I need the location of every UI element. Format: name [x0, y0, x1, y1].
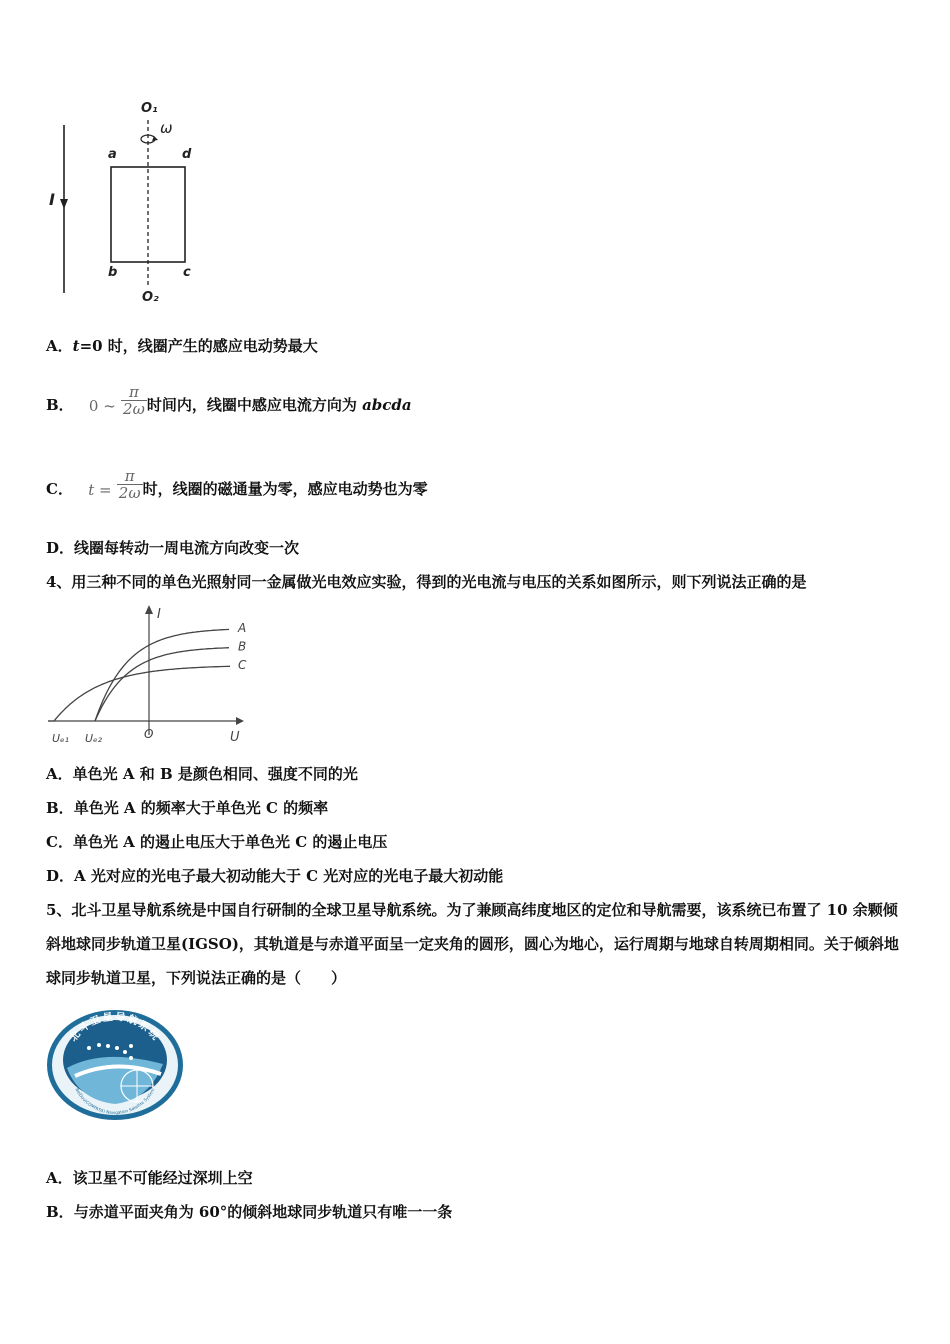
vertex-a-label: a: [108, 147, 117, 162]
q3-option-c: C． t = $\frac{\pi}{2\omega}$ 时，线圈的磁通量为零，感应电动势也为零: [46, 466, 428, 502]
o2-label: O₂: [142, 290, 159, 305]
q5-stem: 5、北斗卫星导航系统是中国自行研制的全球卫星导航系统。为了兼顾高纬度地区的定位和导航需要，该系统已布置了 10 余颗倾斜地球同步轨道卫星(IGSO)，其轨道是与赤道平面呈一定夹角的圆形，圆心为地心，运行周期与地球自转周期相同。关于倾斜地球同步轨道卫星，下列说法正确的是（ ）: [46, 901, 899, 987]
series-label: A: [238, 621, 247, 635]
q3-option-d: D．线圈每转动一周电流方向改变一次: [46, 539, 300, 557]
vertex-d-label: d: [182, 147, 192, 162]
x-tick-label: Uₑ₂: [85, 732, 103, 745]
o1-label: O₁: [141, 101, 158, 116]
vertex-b-label: b: [108, 265, 118, 280]
photoelectric-chart: [40, 600, 260, 750]
omega-label: ω: [160, 119, 173, 137]
vertex-c-label: c: [183, 265, 191, 280]
x-axis-label: U: [230, 730, 240, 745]
q5-option-a: A．该卫星不可能经过深圳上空: [46, 1169, 253, 1187]
q4-option-d: D．A 光对应的光电子最大初动能大于 C 光对应的光电子最大初动能: [46, 867, 504, 885]
q3-option-a: A．t=0 时，线圈产生的感应电动势最大: [46, 337, 318, 355]
q4-stem: 4、用三种不同的单色光照射同一金属做光电效应实验，得到的光电流与电压的关系如图所示，则下列说法正确的是: [46, 573, 807, 591]
curve-a: [95, 629, 229, 721]
coil-figure: [40, 95, 210, 310]
series-label: B: [238, 639, 247, 654]
x-tick-label: Uₑ₁: [52, 732, 70, 745]
logo-bottom-text: BeiDou(COMPASS) Navigation Satellite System: [74, 1087, 156, 1116]
logo-top-text: 北斗卫星导航系统: [68, 1011, 162, 1044]
y-axis-label: I: [157, 607, 161, 622]
series-label: C: [238, 658, 247, 673]
q5-option-b: B．与赤道平面夹角为 60°的倾斜地球同步轨道只有唯一一条: [46, 1203, 453, 1221]
q4-option-b: B．单色光 A 的频率大于单色光 C 的频率: [46, 799, 329, 817]
q3-option-b: B． 0 ~ $\frac{\pi}{2\omega}$ 时间内，线圈中感应电流方向为 abcda: [46, 382, 412, 418]
curve-c: [48, 666, 230, 721]
q4-option-c: C．单色光 A 的遏止电压大于单色光 C 的遏止电压: [46, 833, 388, 851]
q4-option-a: A．单色光 A 和 B 是颜色相同、强度不同的光: [46, 765, 358, 783]
beidou-logo: [45, 1008, 185, 1122]
x-tick-label: O: [144, 727, 154, 741]
curve-b: [95, 648, 229, 721]
current-label: I: [49, 190, 55, 209]
